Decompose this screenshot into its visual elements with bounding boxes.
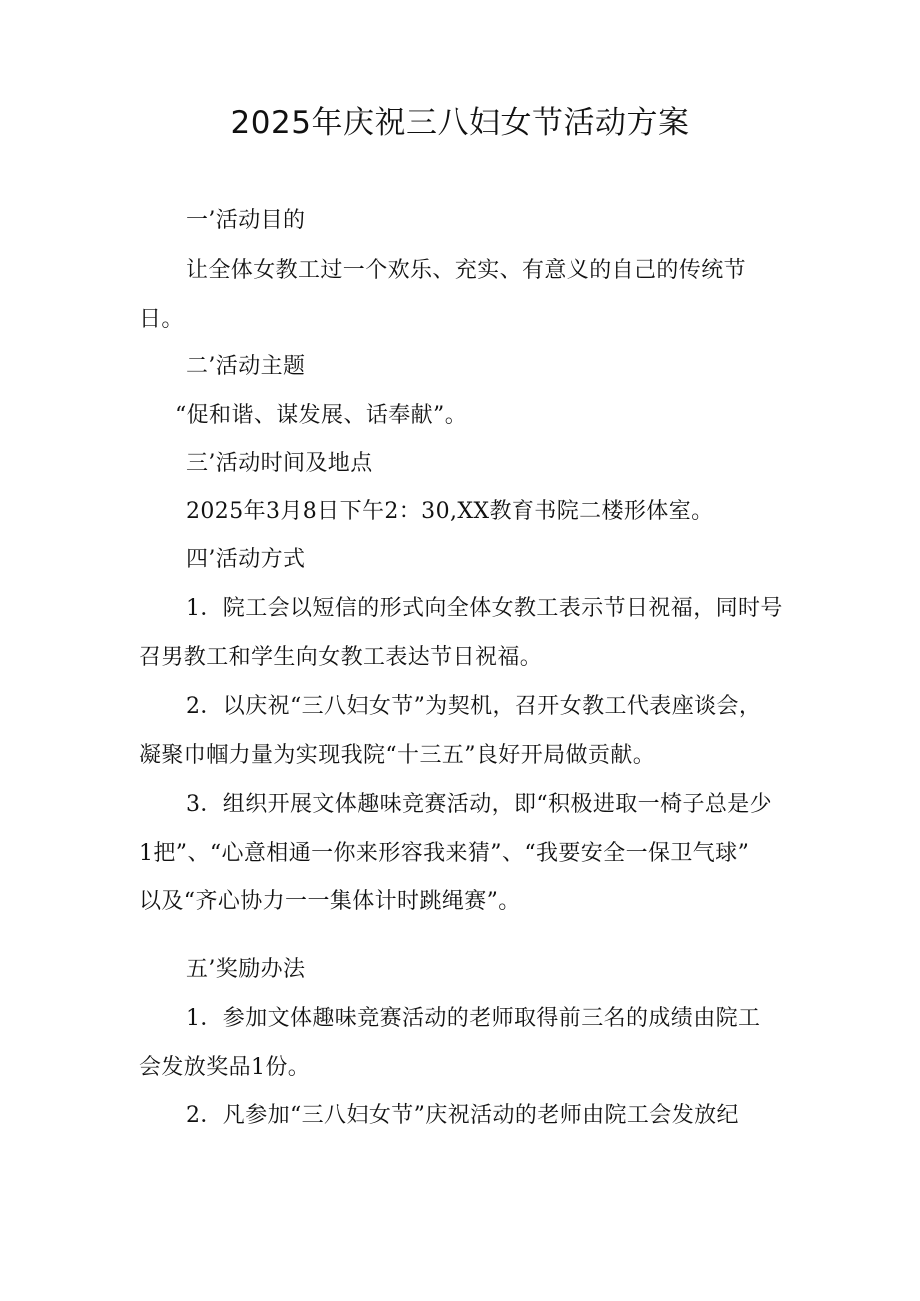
methods-item-2-line-1: 2．以庆祝“三八妇女节”为契机，召开女教工代表座谈会， xyxy=(186,694,762,719)
rewards-item-1-line-1: 1．参加文体趣味竞赛活动的老师取得前三名的成绩由院工 xyxy=(186,1006,761,1031)
section-heading-purpose: 一’活动目的 xyxy=(186,208,306,233)
section-heading-time-place: 三’活动时间及地点 xyxy=(186,451,373,476)
section-heading-rewards: 五’奖励办法 xyxy=(186,957,306,982)
methods-item-3-line-1: 3．组织开展文体趣味竞赛活动，即“积极进取一椅子总是少 xyxy=(186,792,773,817)
section-heading-methods: 四’活动方式 xyxy=(186,547,306,572)
section-heading-theme: 二’活动主题 xyxy=(186,354,306,379)
rewards-item-1-line-2: 会发放奖品1份。 xyxy=(139,1055,311,1080)
document-title: 2025年庆祝三八妇女节活动方案 xyxy=(230,105,690,141)
methods-item-1-line-2: 召男教工和学生向女教工表达节日祝福。 xyxy=(139,645,543,670)
paragraph-purpose-line-1: 让全体女教工过一个欢乐、充实、有意义的自己的传统节 xyxy=(186,258,747,283)
rewards-item-2-line-1: 2．凡参加“三八妇女节”庆祝活动的老师由院工会发放纪 xyxy=(186,1103,739,1128)
methods-item-2-line-2: 凝聚巾帼力量为实现我院“十三五”良好开局做贡献。 xyxy=(139,743,656,768)
methods-item-3-line-2: 1把”、“心意相通一你来形容我来猜”、“我要安全一保卫气球” xyxy=(139,841,750,866)
methods-item-1-line-1: 1．院工会以短信的形式向全体女教工表示节日祝福，同时号 xyxy=(186,596,783,621)
paragraph-purpose-line-2: 日。 xyxy=(139,307,184,332)
paragraph-time-place: 2025年3月8日下午2：30,XX教育书院二楼形体室。 xyxy=(186,499,714,524)
methods-item-3-line-3: 以及“齐心协力一一集体计时跳绳赛”。 xyxy=(139,889,521,914)
paragraph-theme: “促和谐、谋发展、话奉献”。 xyxy=(175,403,468,428)
